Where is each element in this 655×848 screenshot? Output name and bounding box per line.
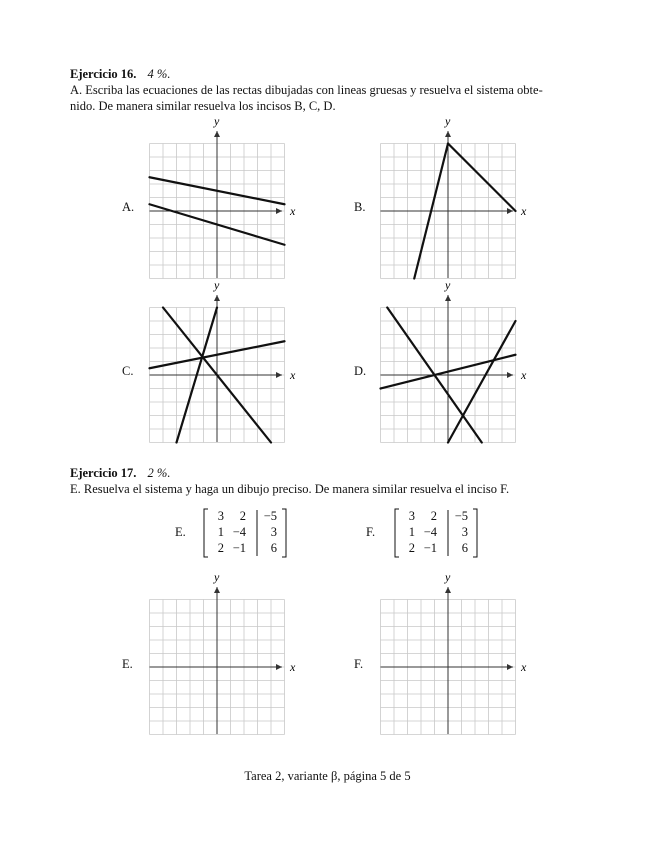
matrix-cell: 3 (408, 509, 415, 523)
y-axis-arrow (214, 587, 220, 593)
x-axis-arrow (507, 372, 513, 378)
y-axis-label: y (214, 114, 220, 128)
matrix-cell: −1 (232, 541, 246, 555)
matrix-cell: 6 (270, 541, 277, 555)
y-axis-label: y (445, 278, 451, 292)
graph-b (380, 114, 527, 278)
matrix-cell: −5 (263, 509, 277, 523)
plot-label-c: C. (122, 364, 134, 378)
matrix-cell: 2 (239, 509, 246, 523)
plot-label-e: E. (122, 657, 133, 671)
x-axis-label: x (521, 660, 527, 674)
y-axis-arrow (445, 587, 451, 593)
x-axis-label: x (521, 204, 527, 218)
x-axis-label: x (521, 368, 527, 382)
plot-label-f: F. (354, 657, 364, 671)
exercise-17-heading (70, 466, 170, 481)
matrix-label-e: E. (175, 525, 186, 539)
page-footer: Tarea 2, variante β, página 5 de 5 (244, 769, 411, 783)
x-axis-arrow (276, 208, 282, 214)
y-axis-arrow (445, 131, 451, 137)
augmented-matrix-e (203, 508, 287, 558)
exercise-16-title: Ejercicio 16. (70, 67, 137, 81)
exercise-17-instruction-line-1: E. Resuelva el sistema y haga un dibujo preciso. De manera similar resuelva el inciso F. (70, 482, 510, 496)
matrix-cell: 6 (461, 541, 468, 555)
graph-f (380, 570, 527, 734)
graph-c (149, 278, 296, 442)
y-axis-arrow (214, 131, 220, 137)
augmented-matrix-f (394, 508, 478, 558)
matrix-cell: 1 (217, 525, 224, 539)
matrix-cell: −5 (454, 509, 468, 523)
exercise-17-weight: 2 %. (147, 466, 171, 480)
matrix-cell: −1 (423, 541, 437, 555)
y-axis-arrow (445, 295, 451, 301)
matrix-cell: 2 (408, 541, 415, 555)
graph-line-3 (448, 321, 516, 443)
x-axis-label: x (290, 660, 296, 674)
exercise-16-weight: 4 %. (147, 67, 171, 81)
x-axis-arrow (507, 664, 513, 670)
graph-a (149, 114, 296, 278)
y-axis-label: y (445, 570, 451, 584)
matrix-cell: 1 (408, 525, 415, 539)
x-axis-label: x (290, 204, 296, 218)
plot-label-a: A. (122, 200, 135, 214)
x-axis-label: x (290, 368, 296, 382)
y-axis-arrow (214, 295, 220, 301)
exercise-16-heading (70, 67, 170, 82)
y-axis-label: y (214, 570, 220, 584)
y-axis-label: y (445, 114, 451, 128)
exercise-16-instruction-line-2: nido. De manera similar resuelva los incisos B, C, D. (70, 99, 336, 113)
graph-line-1 (448, 144, 516, 212)
exercise-17-title: Ejercicio 17. (70, 466, 137, 480)
matrix-cell: 2 (430, 509, 437, 523)
x-axis-arrow (276, 372, 282, 378)
plot-label-d: D. (354, 364, 367, 378)
matrix-cell: 3 (461, 525, 468, 539)
graph-d (380, 278, 527, 442)
graph-e (149, 570, 296, 734)
x-axis-arrow (276, 664, 282, 670)
plot-label-b: B. (354, 200, 366, 214)
matrix-label-f: F. (366, 525, 376, 539)
exercise-16-instruction-line-1: A. Escriba las ecuaciones de las rectas dibujadas con lineas gruesas y resuelva el sistema obte- (70, 83, 543, 97)
matrix-cell: 3 (217, 509, 224, 523)
matrix-cell: 2 (217, 541, 224, 555)
y-axis-label: y (214, 278, 220, 292)
matrix-cell: −4 (423, 525, 437, 539)
matrix-cell: −4 (232, 525, 246, 539)
matrix-cell: 3 (270, 525, 277, 539)
